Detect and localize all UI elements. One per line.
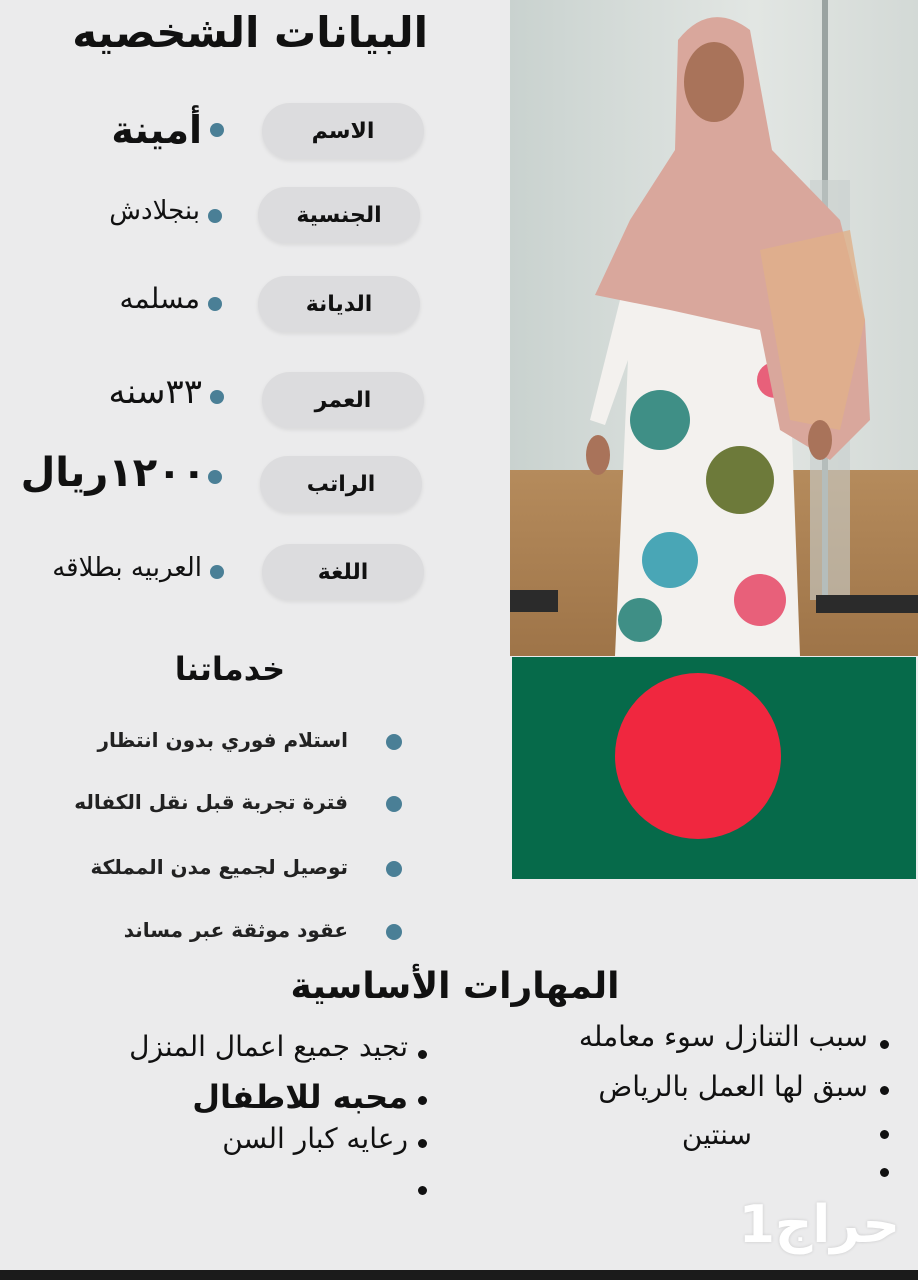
field-value-religion: مسلمه: [119, 282, 200, 315]
bullet-dot: [208, 470, 222, 484]
field-label-name: الاسم: [262, 103, 424, 159]
flag-red-disc: [615, 673, 781, 839]
skill-item: محبه للاطفال: [192, 1078, 408, 1116]
service-item: استلام فوري بدون انتظار: [97, 728, 348, 752]
field-label-salary: الراتب: [260, 456, 422, 512]
skill-item: سبب التنازل سوء معامله: [578, 1020, 868, 1053]
field-value-nationality: بنجلادش: [109, 196, 200, 226]
profile-photo: [510, 0, 918, 656]
bullet-dot: [208, 209, 222, 223]
bullet-dot: [210, 123, 224, 137]
skills-title: المهارات الأساسية: [290, 966, 620, 1007]
bullet-dot: [880, 1086, 889, 1095]
skill-item: سنتين: [681, 1118, 752, 1151]
bullet-dot: [418, 1186, 427, 1195]
field-label-age: العمر: [262, 372, 424, 428]
bottom-bar: [0, 1270, 918, 1280]
bullet-dot: [208, 297, 222, 311]
bangladesh-flag: [512, 657, 916, 879]
bullet-dot: [386, 734, 402, 750]
field-label-religion: الديانة: [258, 276, 420, 332]
page-title: البيانات الشخصيه: [72, 8, 428, 57]
skill-item: سبق لها العمل بالرياض: [598, 1070, 868, 1103]
service-item: عقود موثقة عبر مساند: [123, 918, 348, 942]
bullet-dot: [386, 861, 402, 877]
bullet-dot: [880, 1040, 889, 1049]
watermark-logo: حراج1: [738, 1195, 900, 1255]
field-value-age: ٣٣سنه: [108, 372, 202, 412]
bullet-dot: [880, 1130, 889, 1139]
field-value-language: العربيه بطلاقه: [52, 553, 202, 583]
bullet-dot: [880, 1168, 889, 1177]
service-item: توصيل لجميع مدن المملكة: [90, 855, 348, 879]
field-label-language: اللغة: [262, 544, 424, 600]
bullet-dot: [386, 796, 402, 812]
bullet-dot: [210, 390, 224, 404]
field-label-nationality: الجنسية: [258, 187, 420, 243]
bullet-dot: [210, 565, 224, 579]
bullet-dot: [418, 1096, 427, 1105]
service-item: فترة تجربة قبل نقل الكفاله: [74, 790, 348, 814]
bullet-dot: [386, 924, 402, 940]
skill-item: رعايه كبار السن: [222, 1122, 408, 1155]
field-value-name: أمينة: [111, 108, 202, 152]
field-value-salary: ١٢٠٠ريال: [20, 450, 206, 496]
bullet-dot: [418, 1050, 427, 1059]
bullet-dot: [418, 1139, 427, 1148]
services-title: خدماتنا: [174, 650, 286, 688]
skill-item: تجيد جميع اعمال المنزل: [129, 1030, 408, 1063]
